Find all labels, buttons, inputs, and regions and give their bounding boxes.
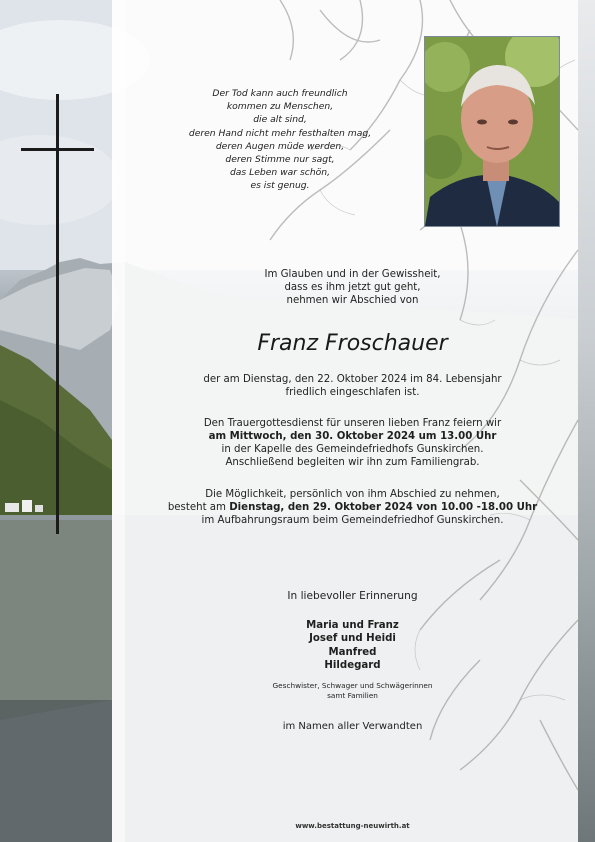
footer-website: www.bestattung-neuwirth.at (295, 822, 410, 830)
family-names (130, 619, 575, 673)
intro-text (130, 268, 575, 307)
family-member: Hildegard (324, 660, 381, 672)
family-member: Josef und Heidi (309, 633, 396, 645)
poem-line: deren Hand nicht mehr festhalten mag, (188, 127, 372, 139)
death-notice-line: der am Dienstag, den 22. Oktober 2024 im 84. Lebensjahr (203, 374, 502, 385)
right-border-strip (578, 0, 595, 842)
memory-heading: In liebevoller Erinnerung (287, 590, 418, 602)
funeral-service-info (130, 417, 575, 469)
cross-horizontal-bar (21, 148, 94, 151)
portrait-photo (424, 36, 560, 227)
intro-line: dass es ihm jetzt gut geht, (284, 282, 421, 293)
poem (175, 87, 385, 193)
farewell-date-time: Dienstag, den 29. Oktober 2024 von 10.00 -18.00 Uhr (229, 502, 538, 513)
poem-line: die alt sind, (253, 114, 307, 126)
relatives-line: Geschwister, Schwager und Schwägerinnen (272, 681, 433, 690)
poem-line: deren Augen müde werden, (215, 140, 345, 152)
farewell-line: im Aufbahrungsraum beim Gemeindefriedhof Gunskirchen. (201, 515, 504, 526)
relatives-line: samt Familien (327, 691, 378, 700)
farewell-prefix: besteht am (167, 502, 230, 513)
service-date-time: am Mittwoch, den 30. Oktober 2024 um 13.00 Uhr (208, 431, 497, 442)
death-notice-line: friedlich eingeschlafen ist. (285, 387, 420, 398)
death-notice (130, 373, 575, 399)
service-line: Anschließend begleiten wir ihn zum Familiengrab. (225, 457, 480, 468)
family-member: Manfred (328, 646, 377, 658)
relatives (130, 681, 575, 701)
poem-line: Der Tod kann auch freundlich (212, 88, 348, 99)
farewell-info (130, 488, 575, 527)
farewell-line: Die Möglichkeit, persönlich von ihm Abschied zu nehmen, (205, 489, 500, 500)
intro-line: nehmen wir Abschied von (286, 295, 419, 306)
deceased-name: Franz Froschauer (257, 331, 448, 356)
service-line: Den Trauergottesdienst für unseren lieben Franz feiern wir (203, 418, 502, 429)
poem-line: deren Stimme nur sagt, (225, 154, 335, 166)
poem-line: das Leben war schön, (229, 167, 331, 179)
service-line: in der Kapelle des Gemeindefriedhofs Gunskirchen. (221, 444, 484, 455)
cross-vertical-bar (56, 94, 59, 534)
intro-line: Im Glauben und in der Gewissheit, (264, 269, 441, 280)
family-member: Maria und Franz (306, 620, 399, 631)
poem-line: es ist genug. (250, 180, 310, 192)
poem-line: kommen zu Menschen, (226, 101, 334, 113)
closing-line: im Namen aller Verwandten (282, 721, 423, 732)
